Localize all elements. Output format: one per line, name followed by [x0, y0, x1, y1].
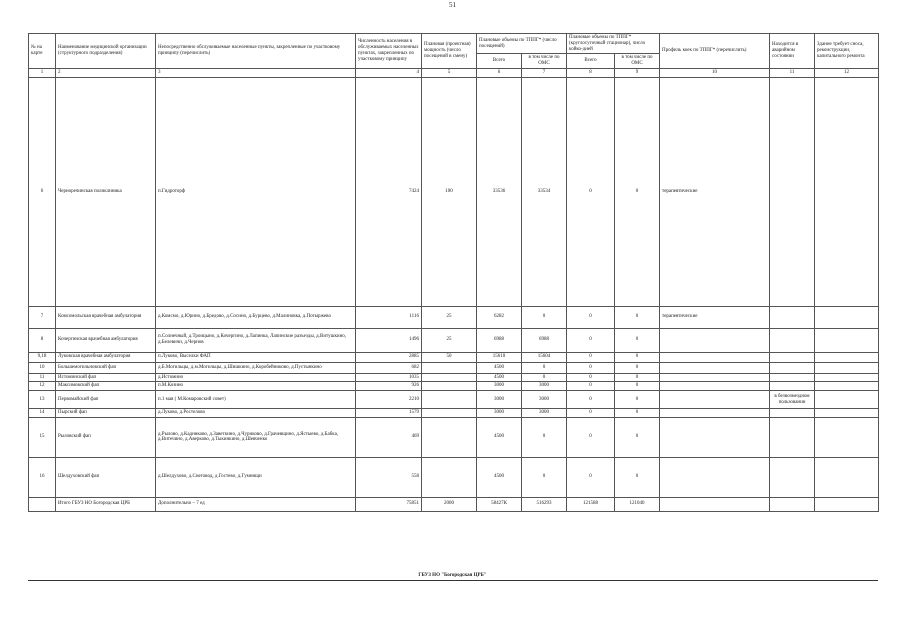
cell-rep — [815, 328, 879, 352]
table-row — [29, 328, 879, 352]
header-org: Наименование медицинской организации (структурного подразделения) — [56, 34, 156, 69]
cell-settlements: д.Истомино — [156, 373, 356, 382]
cell-pop: 1496 — [356, 328, 422, 352]
col-number: 3 — [156, 68, 356, 77]
cell-d-total: 0 — [567, 391, 615, 409]
cell-cap — [422, 457, 477, 497]
header-plan-volume-day: Плановые объемы по ТППГ* (круглосуточный стационар), число койко-дней — [567, 34, 660, 54]
cell-em — [770, 306, 815, 328]
cell-org: Комсомольская врачебная амбулатория — [56, 306, 156, 328]
cell-cap — [422, 409, 477, 418]
cell-num: 7 — [29, 306, 56, 328]
cell-cap: 25 — [422, 306, 477, 328]
cell-d-oms: 0 — [615, 352, 660, 362]
cell-v-oms: 516293 — [522, 497, 567, 511]
total-row — [29, 497, 879, 511]
footer-title: ГБУЗ НО "Богородская ЦРБ" — [418, 573, 487, 578]
cell-profile: терапевтические — [660, 306, 770, 328]
table-row — [29, 373, 879, 382]
cell-settlements: п.М.Козино — [156, 382, 356, 391]
cell-em — [770, 457, 815, 497]
cell-org: Итого ГБУЗ НО Богородская ЦРБ — [56, 497, 156, 511]
cell-org: Рыловский фап — [56, 417, 156, 457]
col-number: 10 — [660, 68, 770, 77]
cell-d-total: 121588 — [567, 497, 615, 511]
header-repair: Здание требует сноса, реконструкции, капитального ремонта — [815, 34, 879, 69]
table-row — [29, 362, 879, 373]
cell-org: Максимовский фап — [56, 382, 156, 391]
footer-rule — [28, 580, 878, 581]
cell-d-total: 0 — [567, 362, 615, 373]
table-row — [29, 417, 879, 457]
cell-d-oms: 0 — [615, 382, 660, 391]
cell-org: Большемогильновский фап — [56, 362, 156, 373]
cell-rep — [815, 409, 879, 418]
cell-rep — [815, 417, 879, 457]
header-row — [29, 34, 879, 54]
cell-pop: 1579 — [356, 409, 422, 418]
cell-profile — [660, 409, 770, 418]
cell-num: 10 — [29, 362, 56, 373]
cell-num: 15 — [29, 417, 56, 457]
cell-settlements: п.1 мая ( М.Комаровский совет) — [156, 391, 356, 409]
cell-em — [770, 328, 815, 352]
cell-v-oms: 0 — [522, 362, 567, 373]
cell-v-oms: 3000 — [522, 391, 567, 409]
table-row — [29, 409, 879, 418]
cell-num: 12 — [29, 382, 56, 391]
cell-em — [770, 409, 815, 418]
cell-profile — [660, 417, 770, 457]
cell-v-total: 3000 — [477, 382, 522, 391]
cell-d-total: 0 — [567, 352, 615, 362]
cell-pop: 1035 — [356, 373, 422, 382]
table-row — [29, 382, 879, 391]
col-number: 9 — [615, 68, 660, 77]
cell-d-oms: 0 — [615, 417, 660, 457]
cell-d-oms: 0 — [615, 306, 660, 328]
cell-v-total: 33536 — [477, 77, 522, 306]
cell-v-total: 4500 — [477, 362, 522, 373]
cell-d-total: 0 — [567, 457, 615, 497]
cell-cap: 100 — [422, 77, 477, 306]
table-row — [29, 457, 879, 497]
cell-settlements: п.Луково, Выселки ФАП — [156, 352, 356, 362]
cell-settlements: д.Б.Могильцы, д.м.Могильцы, д.Шишкино, д.Коробейниково, д.Пустынкино — [156, 362, 356, 373]
col-number: 8 — [567, 68, 615, 77]
cell-v-total: 6282 — [477, 306, 522, 328]
cell-em — [770, 352, 815, 362]
cell-d-oms: 0 — [615, 77, 660, 306]
cell-cap: 25 — [422, 328, 477, 352]
cell-rep — [815, 352, 879, 362]
cell-org: Луковская врачебная амбулатория — [56, 352, 156, 362]
cell-em — [770, 362, 815, 373]
cell-settlements: д.Комсмо, д.Юрино, д.Бредово, д.Сосино, д.Бурцево, д.Малиновка, д.Потыржево — [156, 306, 356, 328]
cell-settlements: д.Шелдухово, д.Снеговод, д.Гостево, д.Гумнищи — [156, 457, 356, 497]
cell-org: Истоминский фап — [56, 373, 156, 382]
header-num: № на карте — [29, 34, 56, 69]
cell-v-total: 3000 — [477, 391, 522, 409]
cell-pop: 926 — [356, 382, 422, 391]
cell-d-total: 0 — [567, 417, 615, 457]
cell-em — [770, 497, 815, 511]
col-number: 7 — [522, 68, 567, 77]
header-profile: Профиль коек по ТППГ* (перечислить) — [660, 34, 770, 69]
header-incl-oms: в том числе по ОМС — [615, 54, 660, 69]
cell-num: 6 — [29, 77, 56, 306]
cell-rep — [815, 391, 879, 409]
cell-d-total: 0 — [567, 328, 615, 352]
facilities-table — [28, 33, 879, 512]
cell-v-oms: 33534 — [522, 77, 567, 306]
cell-pop: 558 — [356, 457, 422, 497]
cell-em — [770, 77, 815, 306]
cell-v-oms: 0 — [522, 417, 567, 457]
cell-rep — [815, 382, 879, 391]
column-number-row — [29, 68, 879, 77]
header-emergency: Находится в аварийном состоянии — [770, 34, 815, 69]
cell-num: 8 — [29, 328, 56, 352]
cell-v-total: 4500 — [477, 417, 522, 457]
cell-num: 13 — [29, 391, 56, 409]
col-number: 11 — [770, 68, 815, 77]
cell-em — [770, 417, 815, 457]
cell-d-total: 0 — [567, 409, 615, 418]
cell-num: 9,18 — [29, 352, 56, 362]
page-number: 51 — [449, 1, 456, 9]
cell-pop: 682 — [356, 362, 422, 373]
cell-d-oms: 0 — [615, 373, 660, 382]
cell-num — [29, 497, 56, 511]
cell-profile: терапевтические — [660, 77, 770, 306]
header-settlements: Непосредственно обслуживаемые населенные пункты, закрепленные по участковому принципу (перечислить) — [156, 34, 356, 69]
cell-d-oms: 0 — [615, 409, 660, 418]
cell-profile — [660, 373, 770, 382]
cell-d-oms: 0 — [615, 391, 660, 409]
cell-rep — [815, 362, 879, 373]
cell-profile — [660, 382, 770, 391]
cell-num: 11 — [29, 373, 56, 382]
col-number: 1 — [29, 68, 56, 77]
cell-cap: 2000 — [422, 497, 477, 511]
cell-cap: 50 — [422, 352, 477, 362]
cell-d-oms: 0 — [615, 457, 660, 497]
cell-v-total: 4500 — [477, 457, 522, 497]
cell-settlements: Дополнительно – 7 ед — [156, 497, 356, 511]
cell-profile — [660, 352, 770, 362]
cell-d-total: 0 — [567, 373, 615, 382]
cell-cap — [422, 382, 477, 391]
table-row — [29, 77, 879, 306]
cell-rep — [815, 306, 879, 328]
header-incl-oms: в том числе по ОМС — [522, 54, 567, 69]
cell-d-total: 0 — [567, 382, 615, 391]
cell-em — [770, 373, 815, 382]
cell-em: в безвозмездном пользовании — [770, 391, 815, 409]
cell-org: Первомайский фап — [56, 391, 156, 409]
col-number: 5 — [422, 68, 477, 77]
cell-settlements: п.Солнечный, д.Троицыно, д.Кочергино, д.Лапинка, Лапинские разъезды, д.Витушкино, д.Белевичи, д.Чернов — [156, 328, 356, 352]
cell-d-oms: 121040 — [615, 497, 660, 511]
cell-org: Черноречинская поликлиника — [56, 77, 156, 306]
cell-pop: 2885 — [356, 352, 422, 362]
cell-rep — [815, 373, 879, 382]
cell-v-oms: 6988 — [522, 328, 567, 352]
cell-pop: 1116 — [356, 306, 422, 328]
header-total: Всего — [477, 54, 522, 69]
cell-profile — [660, 391, 770, 409]
cell-d-oms: 0 — [615, 328, 660, 352]
cell-num: 14 — [29, 409, 56, 418]
cell-settlements: п.Гидроторф — [156, 77, 356, 306]
cell-rep — [815, 497, 879, 511]
cell-v-oms: 3000 — [522, 409, 567, 418]
cell-v-oms: 0 — [522, 373, 567, 382]
cell-v-total: 3000 — [477, 409, 522, 418]
cell-v-total: 15610 — [477, 352, 522, 362]
header-population: Численность населения в обслуживаемых населенных пунктах, закрепленных по участковому принципу — [356, 34, 422, 69]
cell-cap — [422, 417, 477, 457]
cell-v-oms: 0 — [522, 306, 567, 328]
col-number: 2 — [56, 68, 156, 77]
cell-em — [770, 382, 815, 391]
cell-settlements: д.Луково, д.Ростелово — [156, 409, 356, 418]
cell-pop: 2210 — [356, 391, 422, 409]
cell-profile — [660, 497, 770, 511]
cell-org: Пырский фап — [56, 409, 156, 418]
cell-v-total: 4500 — [477, 373, 522, 382]
header-total: Всего — [567, 54, 615, 69]
cell-v-oms: 3000 — [522, 382, 567, 391]
table-row — [29, 391, 879, 409]
cell-v-oms: 0 — [522, 457, 567, 497]
header-capacity: Плановая (проектная) мощность (число посещений в смену) — [422, 34, 477, 69]
col-number: 6 — [477, 68, 522, 77]
cell-cap — [422, 373, 477, 382]
cell-pop: 469 — [356, 417, 422, 457]
cell-cap — [422, 391, 477, 409]
cell-profile — [660, 362, 770, 373]
cell-org: Кочергинская врачебная амбулатория — [56, 328, 156, 352]
header-plan-volume: Плановые объемы по ТППГ* (число посещений) — [477, 34, 567, 54]
cell-v-total: 6988 — [477, 328, 522, 352]
table-row — [29, 306, 879, 328]
cell-rep — [815, 457, 879, 497]
cell-num: 16 — [29, 457, 56, 497]
col-number: 12 — [815, 68, 879, 77]
cell-d-oms: 0 — [615, 362, 660, 373]
cell-profile — [660, 328, 770, 352]
cell-profile — [660, 457, 770, 497]
cell-cap — [422, 362, 477, 373]
cell-settlements: д.Рылово, д.Кадниково, д.Заветкино, д.Чуриково, д.Грачевщино, д.Ястыево, д.Бабка, д.Витечино, д.Аверково, д.Тыкинкино, д.Шевченко — [156, 417, 356, 457]
cell-org: Шелдуховский фап — [56, 457, 156, 497]
cell-pop: 7424 — [356, 77, 422, 306]
cell-rep — [815, 77, 879, 306]
col-number: 4 — [356, 68, 422, 77]
cell-v-oms: 15604 — [522, 352, 567, 362]
cell-pop: 75851 — [356, 497, 422, 511]
cell-d-total: 0 — [567, 306, 615, 328]
cell-d-total: 0 — [567, 77, 615, 306]
cell-v-total: 58427К — [477, 497, 522, 511]
table-row — [29, 352, 879, 362]
